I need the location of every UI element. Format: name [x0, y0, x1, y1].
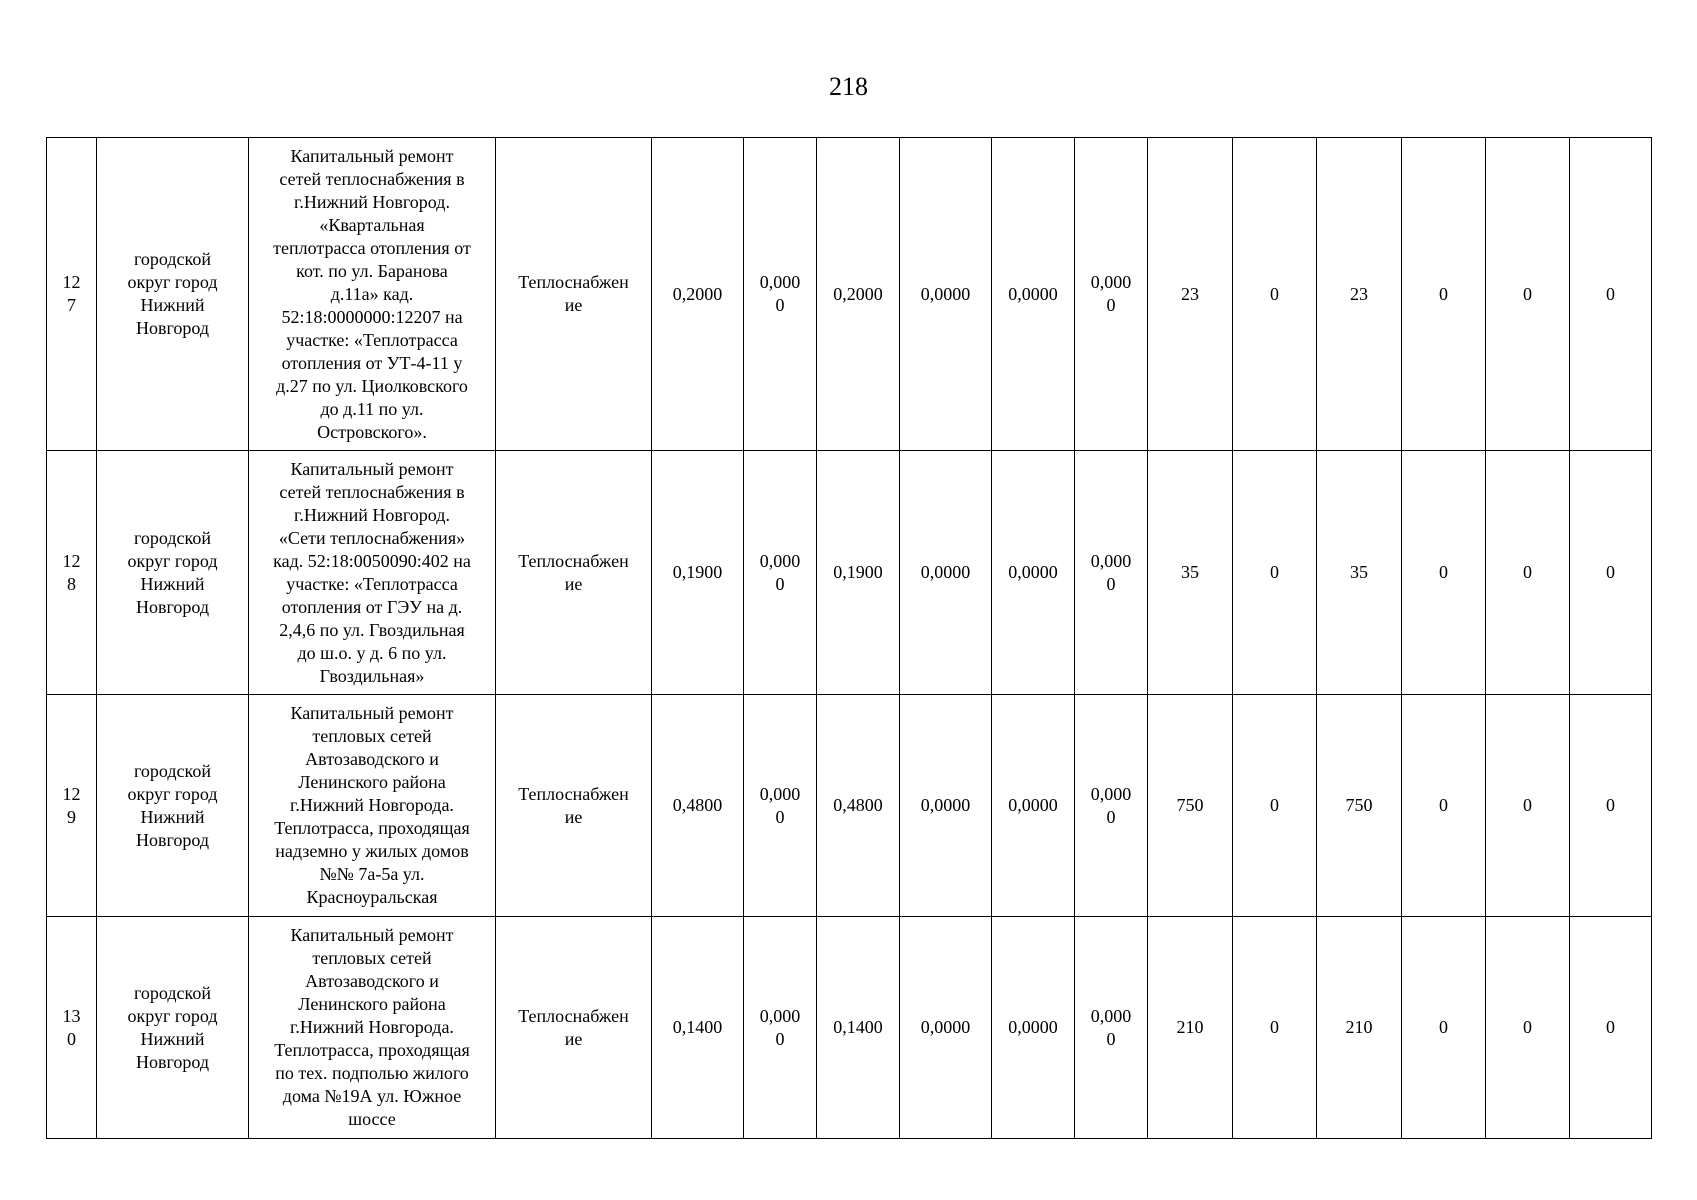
- cell-text-line: 35: [1181, 562, 1199, 582]
- cell-text-line: г.Нижний Новгород.: [294, 191, 450, 212]
- cell-text-line: шоссе: [348, 1109, 396, 1129]
- cell-text-line: 7: [67, 295, 76, 315]
- table-row: [47, 695, 1652, 917]
- cell-text-line: 0,0000: [920, 283, 971, 304]
- cell-text-line: 0: [1606, 562, 1615, 582]
- cell-value-12: [1570, 695, 1652, 917]
- cell-text-line: 0: [775, 573, 785, 594]
- cell-value-12: [1570, 451, 1652, 695]
- cell-text-line: Теплоснабжен: [518, 783, 629, 804]
- cell-text-line: сетей теплоснабжения в: [279, 481, 465, 502]
- cell-text-line: №№ 7а-5а ул.: [319, 864, 425, 884]
- cell-text-line: теплотрасса отопления от: [273, 237, 471, 258]
- cell-text-line: сетей теплоснабжения в: [279, 168, 465, 189]
- cell-text-line: округ город: [127, 1005, 218, 1026]
- cell-value-4: [900, 695, 992, 917]
- cell-text-line: 0: [1523, 283, 1532, 304]
- cell-text-line: 210: [1345, 1017, 1373, 1037]
- cell-text-line: 0,000: [1090, 550, 1132, 571]
- cell-text-line: 0,0000: [1008, 562, 1058, 582]
- cell-municipality: [97, 695, 249, 917]
- cell-text-line: 0,1900: [672, 562, 723, 582]
- cell-text-line: Капитальный ремонт: [290, 703, 454, 723]
- cell-text-line: городской: [133, 982, 212, 1003]
- cell-text-line: «Сети теплоснабжения»: [278, 527, 466, 548]
- cell-text-line: Теплоснабжен: [518, 1005, 629, 1026]
- cell-row-number: [47, 917, 97, 1139]
- cell-value-1: [652, 451, 744, 695]
- cell-value-11: [1486, 138, 1570, 451]
- cell-text-line: 0,2000: [833, 283, 883, 304]
- cell-text-line: 2,4,6 по ул. Гвоздильная: [279, 619, 465, 640]
- cell-text-line: Нижний: [140, 573, 205, 594]
- cell-text-line: 0: [1270, 795, 1279, 815]
- cell-value-10: [1402, 917, 1486, 1139]
- cell-text-line: отопления от ГЭУ на д.: [281, 596, 463, 617]
- cell-text-line: 0,0000: [1008, 795, 1058, 815]
- cell-value-9: [1317, 695, 1402, 917]
- cell-value-4: [900, 451, 992, 695]
- cell-text-line: участке: «Теплотрасса: [286, 573, 458, 594]
- cell-value-11: [1486, 451, 1570, 695]
- cell-value-7: [1148, 451, 1233, 695]
- cell-type: [496, 695, 652, 917]
- cell-text-line: Нижний: [140, 806, 205, 827]
- cell-value-7: [1148, 695, 1233, 917]
- cell-text-line: 210: [1176, 1017, 1204, 1037]
- cell-text-line: 0,2000: [672, 283, 723, 304]
- cell-text-line: Теплотрасса, проходящая: [274, 818, 470, 838]
- cell-row-number: [47, 138, 97, 451]
- cell-text-line: 0: [1606, 795, 1615, 815]
- cell-value-1: [652, 138, 744, 451]
- cell-text-line: Капитальный ремонт: [290, 145, 454, 166]
- cell-value-2: [744, 917, 817, 1139]
- table-body: [47, 138, 1652, 1139]
- cell-text-line: тепловых сетей: [312, 948, 432, 968]
- cell-row-number: [47, 451, 97, 695]
- cell-value-1: [652, 917, 744, 1139]
- cell-text-line: участке: «Теплотрасса: [286, 329, 458, 350]
- cell-value-2: [744, 451, 817, 695]
- cell-text-line: 0: [1606, 1017, 1615, 1037]
- cell-text-line: 0: [1439, 283, 1448, 304]
- cell-value-10: [1402, 451, 1486, 695]
- cell-text-line: 23: [1350, 283, 1368, 304]
- cell-text-line: 0: [1523, 562, 1532, 582]
- cell-text-line: кад. 52:18:0050090:402 на: [273, 550, 471, 571]
- cell-text-line: 0: [1106, 1028, 1116, 1049]
- cell-text-line: отопления от УТ-4-11 у: [281, 352, 463, 373]
- cell-text-line: по тех. подполью жилого: [275, 1063, 469, 1083]
- cell-text-line: Автозаводского и: [305, 971, 439, 991]
- cell-text-line: 0,4800: [833, 795, 883, 815]
- cell-text-line: 0: [1523, 1017, 1532, 1037]
- cell-text-line: округ город: [127, 550, 218, 571]
- cell-text-line: ие: [564, 573, 583, 594]
- cell-text-line: 0,000: [1090, 1005, 1132, 1026]
- cell-text-line: Красноуральская: [306, 887, 438, 907]
- page-number: 218: [829, 72, 868, 101]
- cell-text-line: 13: [62, 1005, 81, 1026]
- cell-text-line: 0,0000: [920, 795, 971, 815]
- cell-text-line: 0: [1106, 295, 1116, 315]
- cell-text-line: 0: [1270, 1017, 1279, 1037]
- cell-value-6: [1075, 917, 1148, 1139]
- cell-municipality: [97, 917, 249, 1139]
- cell-text-line: 0: [1523, 795, 1532, 815]
- cell-text-line: Теплоснабжен: [518, 550, 629, 571]
- cell-text-line: 0,000: [759, 1005, 801, 1026]
- cell-text-line: 0: [1439, 795, 1448, 815]
- cell-text-line: Новгород: [135, 829, 210, 850]
- cell-value-5: [992, 138, 1075, 451]
- cell-description: [249, 695, 496, 917]
- cell-text-line: 0: [1106, 573, 1116, 594]
- cell-value-12: [1570, 917, 1652, 1139]
- cell-text-line: 0,1900: [833, 562, 883, 582]
- cell-text-line: 0: [1270, 562, 1279, 582]
- cell-text-line: до д.11 по ул.: [320, 398, 424, 419]
- table-row: [47, 917, 1652, 1139]
- table-row: [47, 451, 1652, 695]
- cell-value-3: [817, 451, 900, 695]
- cell-type: [496, 138, 652, 451]
- cell-text-line: д.27 по ул. Циолковского: [276, 375, 468, 396]
- cell-value-6: [1075, 138, 1148, 451]
- cell-text-line: 52:18:0000000:12207 на: [281, 306, 463, 327]
- cell-value-7: [1148, 917, 1233, 1139]
- cell-text-line: округ город: [127, 783, 218, 804]
- cell-text-line: Нижний: [140, 1028, 205, 1049]
- cell-text-line: 0,000: [1090, 783, 1132, 804]
- cell-text-line: 0,000: [1090, 272, 1132, 292]
- cell-text-line: 0: [1606, 283, 1615, 304]
- cell-text-line: 12: [62, 272, 81, 292]
- cell-value-5: [992, 451, 1075, 695]
- cell-text-line: 8: [67, 573, 76, 594]
- cell-value-4: [900, 138, 992, 451]
- cell-text-line: г.Нижний Новгорода.: [290, 1017, 454, 1037]
- cell-text-line: 12: [62, 783, 81, 804]
- cell-text-line: Капитальный ремонт: [290, 458, 454, 479]
- projects-table: [46, 137, 1652, 1139]
- cell-value-4: [900, 917, 992, 1139]
- cell-text-line: Капитальный ремонт: [290, 925, 454, 945]
- cell-value-3: [817, 695, 900, 917]
- cell-text-line: Теплотрасса, проходящая: [274, 1040, 470, 1060]
- cell-text-line: 0,000: [759, 783, 801, 804]
- cell-text-line: надземно у жилых домов: [275, 841, 469, 861]
- cell-text-line: городской: [133, 527, 212, 548]
- cell-text-line: г.Нижний Новгорода.: [290, 795, 454, 815]
- cell-row-number: [47, 695, 97, 917]
- cell-text-line: 0,000: [759, 272, 801, 292]
- cell-text-line: 750: [1176, 795, 1204, 815]
- cell-text-line: тепловых сетей: [312, 726, 432, 746]
- cell-text-line: 0: [775, 1028, 785, 1049]
- cell-text-line: 12: [62, 550, 81, 571]
- cell-text-line: Ленинского района: [298, 994, 446, 1014]
- cell-text-line: ие: [564, 806, 583, 827]
- cell-value-3: [817, 138, 900, 451]
- cell-text-line: 0: [67, 1028, 76, 1049]
- cell-text-line: д.11а» кад.: [330, 283, 414, 304]
- cell-text-line: Автозаводского и: [305, 749, 439, 769]
- cell-value-10: [1402, 695, 1486, 917]
- cell-text-line: 0,0000: [920, 1017, 971, 1037]
- cell-municipality: [97, 138, 249, 451]
- cell-text-line: 0: [1439, 562, 1448, 582]
- cell-text-line: 0: [1439, 1017, 1448, 1037]
- cell-value-5: [992, 695, 1075, 917]
- cell-text-line: ие: [564, 1028, 583, 1049]
- cell-text-line: 0,0000: [1008, 283, 1058, 304]
- cell-text-line: Ленинского района: [298, 772, 446, 792]
- cell-text-line: Новгород: [135, 318, 210, 338]
- cell-text-line: Теплоснабжен: [518, 272, 629, 292]
- cell-value-9: [1317, 917, 1402, 1139]
- cell-value-6: [1075, 695, 1148, 917]
- cell-text-line: 750: [1345, 795, 1373, 815]
- cell-municipality: [97, 451, 249, 695]
- cell-text-line: 0,1400: [672, 1017, 723, 1037]
- cell-text-line: городской: [133, 760, 212, 781]
- cell-text-line: кот. по ул. Баранова: [296, 260, 448, 281]
- cell-value-2: [744, 695, 817, 917]
- cell-text-line: 23: [1181, 283, 1199, 304]
- cell-description: [249, 138, 496, 451]
- cell-value-11: [1486, 917, 1570, 1139]
- cell-text-line: Новгород: [135, 1051, 210, 1072]
- cell-text-line: Гвоздильная»: [319, 665, 425, 686]
- cell-text-line: до ш.о. у д. 6 по ул.: [297, 642, 447, 663]
- cell-text-line: «Квартальная: [319, 214, 425, 235]
- cell-value-10: [1402, 138, 1486, 451]
- cell-value-7: [1148, 138, 1233, 451]
- cell-value-8: [1233, 451, 1317, 695]
- cell-value-1: [652, 695, 744, 917]
- cell-text-line: городской: [133, 249, 212, 269]
- cell-value-6: [1075, 451, 1148, 695]
- cell-text-line: Нижний: [140, 295, 205, 315]
- cell-value-9: [1317, 138, 1402, 451]
- cell-value-8: [1233, 917, 1317, 1139]
- cell-text-line: Новгород: [135, 596, 210, 617]
- cell-text-line: 0,4800: [672, 795, 723, 815]
- cell-text-line: 35: [1350, 562, 1368, 582]
- cell-value-11: [1486, 695, 1570, 917]
- cell-text-line: 0: [775, 295, 785, 315]
- cell-value-9: [1317, 451, 1402, 695]
- cell-text-line: Островского».: [317, 421, 427, 442]
- cell-text-line: г.Нижний Новгород.: [294, 504, 450, 525]
- cell-text-line: 0,0000: [1008, 1017, 1058, 1037]
- cell-value-2: [744, 138, 817, 451]
- cell-text-line: 0: [1270, 283, 1279, 304]
- cell-value-5: [992, 917, 1075, 1139]
- cell-description: [249, 917, 496, 1139]
- cell-value-8: [1233, 695, 1317, 917]
- cell-text-line: 9: [67, 806, 76, 827]
- cell-text-line: 0,0000: [920, 562, 971, 582]
- cell-text-line: 0,000: [759, 550, 801, 571]
- cell-type: [496, 917, 652, 1139]
- cell-value-12: [1570, 138, 1652, 451]
- table-row: [47, 138, 1652, 451]
- cell-text-line: 0,1400: [833, 1017, 883, 1037]
- cell-text-line: ие: [564, 295, 583, 315]
- cell-text-line: 0: [1106, 806, 1116, 827]
- cell-description: [249, 451, 496, 695]
- cell-value-3: [817, 917, 900, 1139]
- cell-type: [496, 451, 652, 695]
- cell-text-line: округ город: [127, 272, 218, 292]
- cell-text-line: 0: [775, 806, 785, 827]
- cell-text-line: дома №19А ул. Южное: [282, 1086, 462, 1106]
- cell-value-8: [1233, 138, 1317, 451]
